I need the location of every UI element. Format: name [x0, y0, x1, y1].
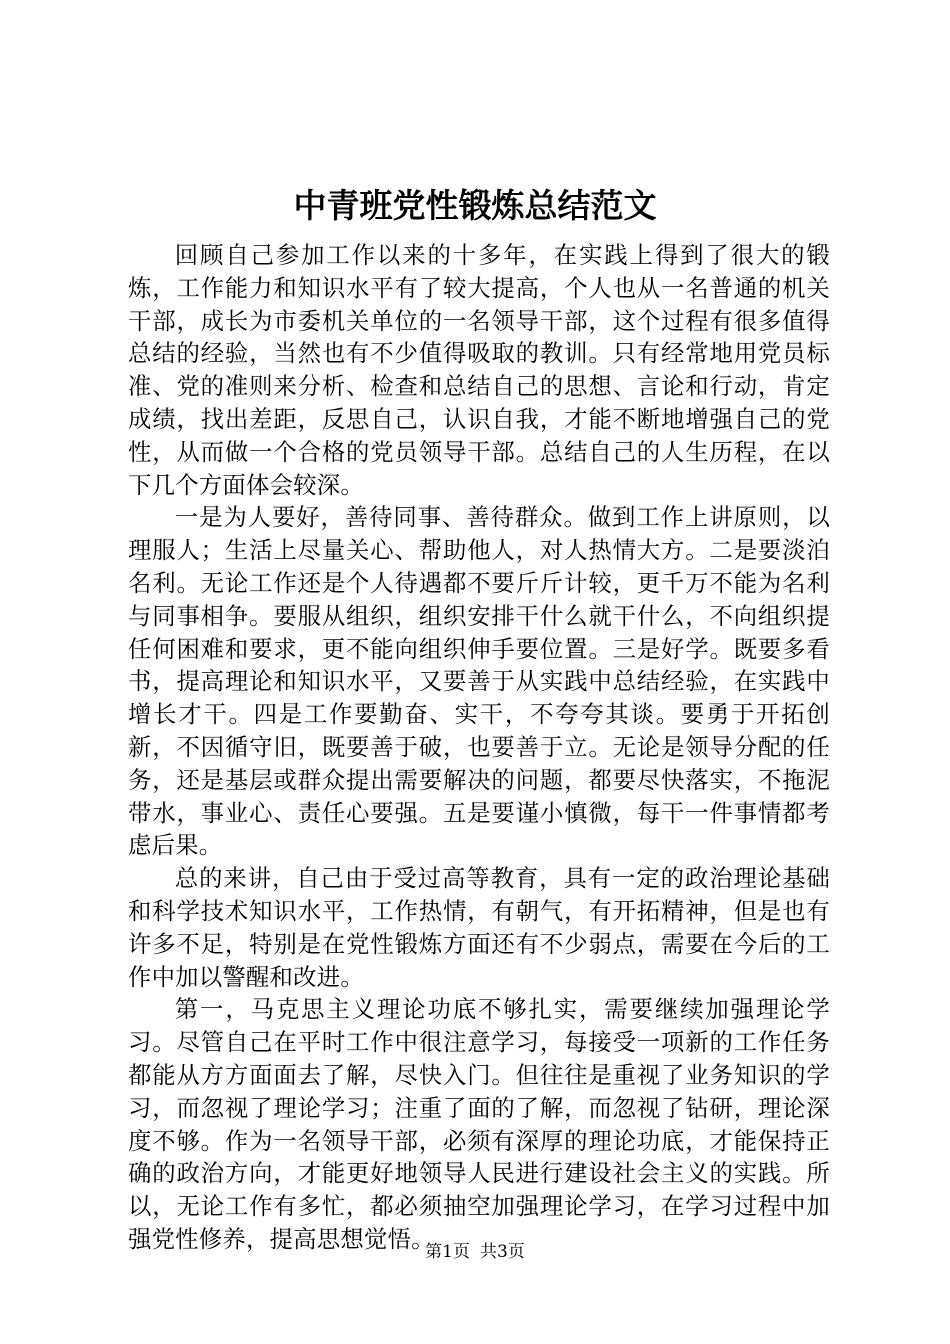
paragraph-4: 第一，马克思主义理论功底不够扎实，需要继续加强理论学习。尽管自己在平时工作中很注意学习，每接受一项新的工作任务都能从方方面面去了解，尽快入门。但往往是重视了业务知识的学习，而忽视了理论学习；注重了面的了解，而忽视了钻研，理论深度不够。作为一名领导干部，必须有深厚的理论功底，才能保持正确的政治方向，才能更好地领导人民进行建设社会主义的实践。所以，无论工作有多忙，都必须抽空加强理论学习，在学习过程中加强党性修养，提高思想觉悟。 [128, 995, 830, 1253]
paragraph-1: 回顾自己参加工作以来的十多年，在实践上得到了很大的锻炼，工作能力和知识水平有了较大提高，个人也从一名普通的机关干部，成长为市委机关单位的一名领导干部，这个过程有很多值得总结的经验，当然也有不少值得吸取的教训。只有经常地用党员标准、党的准则来分析、检查和总结自己的思想、言论和行动，肯定成绩，找出差距，反思自己，认识自我，才能不断地增强自己的党性，从而做一个合格的党员领导干部。总结自己的人生历程，在以下几个方面体会较深。 [128, 241, 830, 499]
page-number-current: 第1页 [425, 1242, 470, 1262]
document-body [128, 239, 830, 1256]
paragraph-2: 一是为人要好，善待同事、善待群众。做到工作上讲原则，以理服人；生活上尽量关心、帮助他人，对人热情大方。二是要淡泊名利。无论工作还是个人待遇都不要斤斤计较，更千万不能为名利与同事相争。要服从组织，组织安排干什么就干什么，不向组织提任何困难和要求，更不能向组织伸手要位置。三是好学。既要多看书，提高理论和知识水平，又要善于从实践中总结经验，在实践中增长才干。四是工作要勤奋、实干，不夸夸其谈。要勇于开拓创新，不因循守旧，既要善于破，也要善于立。无论是领导分配的任务，还是基层或群众提出需要解决的问题，都要尽快落实，不拖泥带水，事业心、责任心要强。五是要谨小慎微，每干一件事情都考虑后果。 [128, 503, 830, 860]
paragraph-3: 总的来讲，自己由于受过高等教育，具有一定的政治理论基础和科学技术知识水平，工作热情，有朝气，有开拓精神，但是也有许多不足，特别是在党性锻炼方面还有不少弱点，需要在今后的工作中加以警醒和改进。 [128, 864, 830, 991]
page-number-total: 共3页 [480, 1242, 525, 1262]
document-title: 中青班党性锻炼总结范文 [293, 186, 657, 225]
page-footer [0, 1240, 950, 1264]
